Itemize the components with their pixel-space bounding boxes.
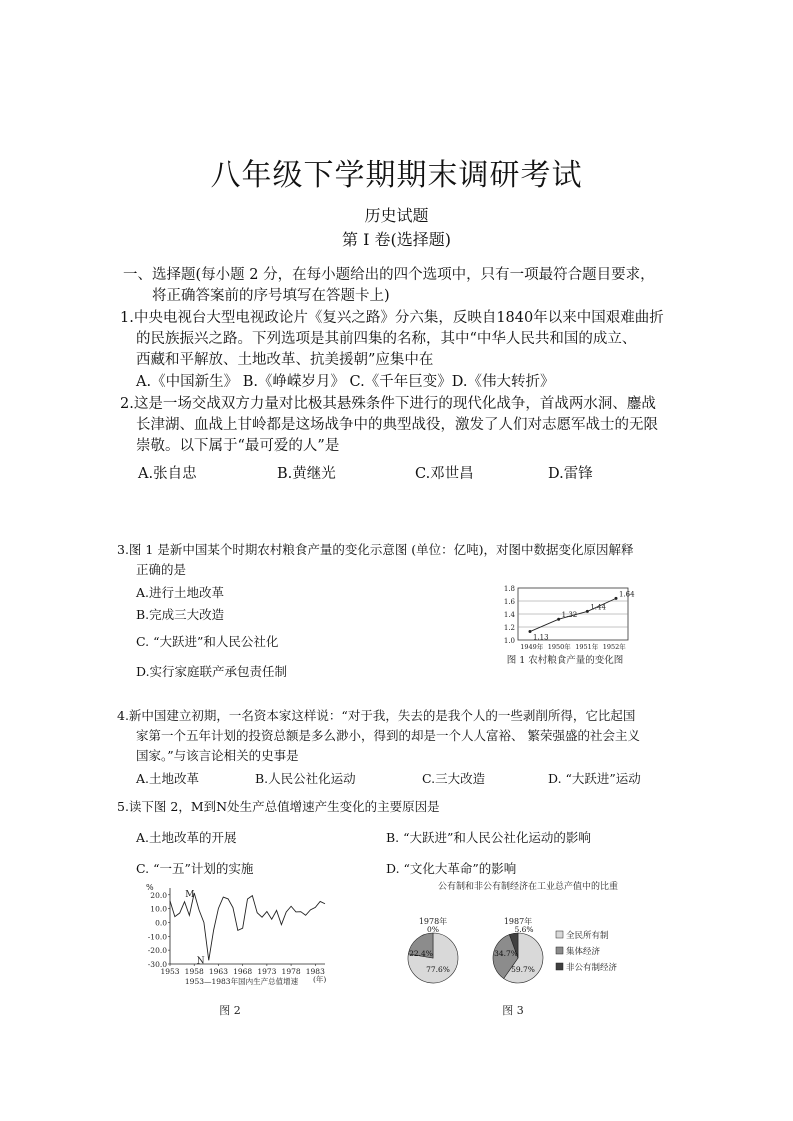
fig1-ytick-label: 1.6 bbox=[503, 598, 515, 606]
fig2-xtick-label: 1983 bbox=[305, 967, 325, 976]
fig1-ytick-label: 1.0 bbox=[503, 637, 515, 645]
fig3-slice-label: 77.6% bbox=[426, 965, 450, 974]
fig3-slice-label: 34.7% bbox=[494, 949, 518, 958]
fig3-legend-swatch bbox=[556, 947, 563, 954]
fig3-slice-label: 0% bbox=[427, 925, 439, 934]
q1-line-3: 西藏和平解放、土地改革、抗美援朝”应集中在 bbox=[136, 352, 434, 368]
fig1-ytick-label: 1.2 bbox=[503, 624, 515, 632]
q5-option-a: A.土地改革的开展 bbox=[136, 830, 237, 845]
fig1-data-point bbox=[557, 618, 560, 621]
fig1-data-point bbox=[615, 597, 618, 600]
fig3-legend-label: 非公有制经济 bbox=[566, 963, 618, 973]
fig1-data-point bbox=[529, 630, 532, 633]
fig1-ytick-label: 1.4 bbox=[503, 611, 515, 619]
fig2-xtick-label: 1958 bbox=[184, 967, 204, 976]
q3-line-2: 正确的是 bbox=[136, 562, 187, 577]
q2-line-3: 崇敬。以下属于“最可爱的人”是 bbox=[136, 438, 340, 454]
fig1-xtick-label: 1951年 bbox=[575, 643, 599, 651]
fig2-label-m: M bbox=[185, 889, 195, 900]
q2-option-c: C.邓世昌 bbox=[415, 466, 474, 482]
q1-line-2: 的民族振兴之路。下列选项是其前四集的名称，其中“中华人民共和国的成立、 bbox=[136, 331, 637, 347]
page-title: 八年级下学期期末调研考试 bbox=[210, 158, 583, 193]
q2-option-b: B.黄继光 bbox=[277, 466, 336, 482]
section-instruction-2: 将正确答案前的序号填写在答题卡上) bbox=[152, 288, 390, 304]
fig3-slice-label: 22.4% bbox=[409, 949, 433, 958]
fig2-xtick-label: 1963 bbox=[208, 967, 228, 976]
q4-option-c: C.三大改造 bbox=[422, 771, 486, 786]
fig1-xtick-label: 1950年 bbox=[547, 643, 571, 651]
q4-option-a: A.土地改革 bbox=[136, 771, 200, 786]
fig2-ytick-label: 0.0 bbox=[155, 918, 167, 928]
q2-line-2: 长津湖、血战上甘岭都是这场战争中的典型战役，激发了人们对志愿军战士的无限 bbox=[136, 417, 658, 433]
fig2-series-line bbox=[170, 893, 325, 960]
figure-3 bbox=[398, 876, 658, 1021]
fig3-title: 公有制和非公有制经济在工业总产值中的比重 bbox=[437, 882, 619, 892]
q5-option-c: C. “一五”计划的实施 bbox=[136, 861, 254, 876]
fig1-chart bbox=[490, 580, 640, 670]
fig3-legend-label: 集体经济 bbox=[566, 947, 601, 957]
figure-1 bbox=[490, 580, 640, 670]
fig2-ytick-label: -20.0 bbox=[147, 946, 167, 956]
q2-line-1: 2.这是一场交战双方力量对比极其悬殊条件下进行的现代化战争，首战两水洞、鏖战 bbox=[120, 396, 656, 412]
q3-option-d: D.实行家庭联产承包责任制 bbox=[136, 664, 288, 679]
fig3-caption: 图 3 bbox=[502, 1004, 524, 1017]
fig1-data-label: 1.13 bbox=[533, 633, 549, 642]
fig1-data-label: 1.44 bbox=[590, 603, 606, 612]
q3-option-a: A.进行土地改革 bbox=[136, 585, 225, 600]
fig2-ytick-label: -30.0 bbox=[147, 960, 167, 969]
q4-line-2: 家第一个五年计划的投资总额是多么渺小，得到的却是一个人人富裕、 繁荣强盛的社会主义 bbox=[136, 728, 640, 743]
fig2-xtick-label: 1973 bbox=[257, 967, 277, 976]
fig2-ytick-label: -10.0 bbox=[147, 932, 167, 942]
q3-option-b: B.完成三大改造 bbox=[136, 607, 225, 622]
figure-2 bbox=[140, 878, 335, 1018]
fig2-ytick-label: 20.0 bbox=[150, 890, 167, 900]
fig1-ytick-label: 1.8 bbox=[503, 585, 515, 593]
fig3-legend-label: 全民所有制 bbox=[566, 931, 609, 941]
q5-option-d: D. “文化大革命”的影响 bbox=[386, 861, 517, 876]
exam-part: 第 I 卷(选择题) bbox=[342, 230, 451, 249]
fig3-pie-year: 1987年 bbox=[503, 917, 533, 926]
fig3-legend-swatch bbox=[556, 931, 563, 938]
q2-option-a: A.张自忠 bbox=[138, 466, 197, 482]
fig2-label-n: N bbox=[196, 956, 205, 967]
exam-subject: 历史试题 bbox=[364, 206, 429, 225]
fig2-caption: 图 2 bbox=[219, 1004, 241, 1017]
q4-line-3: 国家。”与该言论相关的史事是 bbox=[136, 748, 299, 763]
fig3-slice-label: 59.7% bbox=[511, 965, 535, 974]
q5-option-b: B. “大跃进”和人民公社化运动的影响 bbox=[386, 830, 591, 845]
fig2-ytick-label: 10.0 bbox=[150, 904, 167, 914]
fig2-ylabel: % bbox=[146, 883, 154, 892]
q1-options: A.《中国新生》 B.《峥嵘岁月》 C.《千年巨变》D.《伟大转折》 bbox=[136, 374, 555, 390]
fig1-xtick-label: 1949年 bbox=[520, 643, 544, 651]
fig2-xtick-label: 1953 bbox=[160, 967, 180, 976]
fig1-xtick-label: 1952年 bbox=[602, 643, 626, 651]
fig3-pie-year: 1978年 bbox=[418, 917, 448, 926]
fig2-xtick-label: 1968 bbox=[233, 967, 253, 976]
q5-line-1: 5.读下图 2，M到N处生产总值增速产生变化的主要原因是 bbox=[117, 799, 440, 814]
q4-option-d: D. “大跃进”运动 bbox=[548, 771, 641, 786]
q2-option-d: D.雷锋 bbox=[548, 466, 593, 482]
fig1-data-label: 1.64 bbox=[619, 590, 635, 599]
section-instruction-1: 一、选择题(每小题 2 分，在每小题给出的四个选项中，只有一项最符合题目要求， bbox=[123, 267, 655, 283]
fig2-chart bbox=[140, 878, 335, 1018]
q4-option-b: B.人民公社化运动 bbox=[255, 771, 356, 786]
fig2-x-unit: (年) bbox=[313, 975, 327, 984]
fig1-data-label: 1.32 bbox=[561, 611, 578, 620]
fig1-caption: 图 1 农村粮食产量的变化图 bbox=[506, 655, 624, 666]
q1-line-1: 1.中央电视台大型电视政论片《复兴之路》分六集，反映自1840年以来中国艰难曲折 bbox=[120, 310, 664, 326]
q3-option-c: C. “大跃进”和人民公社化 bbox=[136, 634, 279, 649]
fig2-xtick-label: 1978 bbox=[281, 967, 301, 976]
fig3-slice-label: 5.6% bbox=[514, 925, 534, 934]
fig1-data-point bbox=[586, 610, 589, 613]
fig3-legend-swatch bbox=[556, 963, 563, 970]
fig3-chart bbox=[398, 876, 658, 1021]
q4-line-1: 4.新中国建立初期，一名资本家这样说：“对于我，失去的是我个人的一些剥削所得，它比起国 bbox=[117, 708, 636, 723]
fig2-title: 1953—1983年国内生产总值增速 bbox=[184, 977, 299, 986]
q3-line-1: 3.图 1 是新中国某个时期农村粮食产量的变化示意图 (单位：亿吨)，对图中数据变化原因解释 bbox=[117, 542, 634, 557]
